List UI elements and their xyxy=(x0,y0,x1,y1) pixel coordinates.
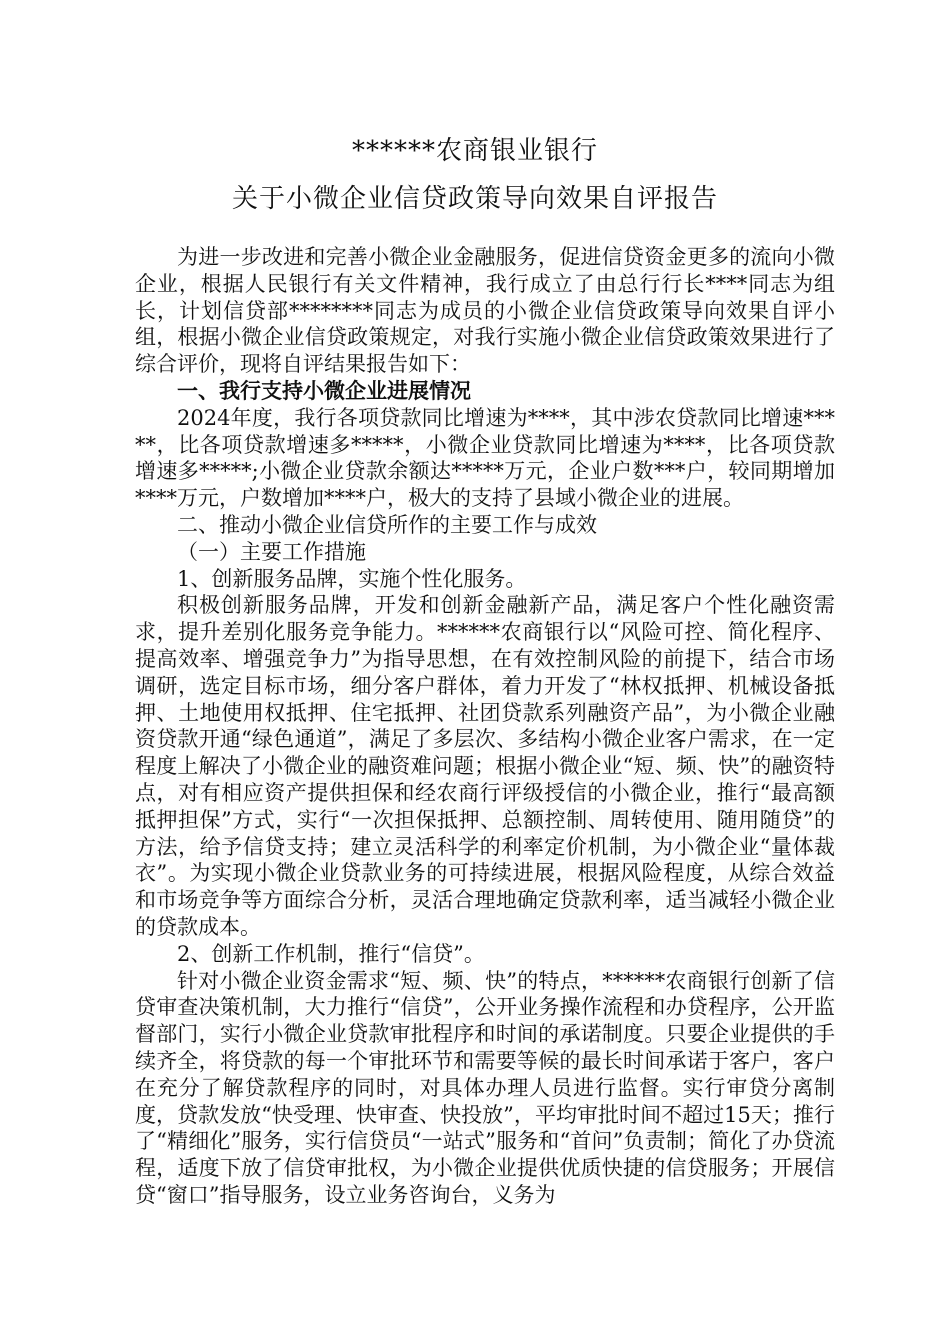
section-heading-1: 一、我行支持小微企业进展情况 xyxy=(177,377,471,403)
intro-paragraph: 为进一步改进和完善小微企业金融服务，促进信贷资金更多的流向小微企业，根据人民银行有关文件精神，我行成立了由总行行长****同志为组长，计划信贷部********同志为成员的小微企业信贷政策导向效果自评小组，根据小微企业信贷政策规定，对我行实施小微企业信贷政策效果进行了综合评价，现将自评结果报告如下： xyxy=(135,245,835,377)
item-heading-2: 2、创新工作机制，推行“信贷”。 xyxy=(177,941,485,966)
progress-paragraph: 2024年度，我行各项贷款同比增速为****，其中涉农贷款同比增速*****，比各项贷款增速多*****，小微企业贷款同比增速为****，比各项贷款增速多*****;小微企业贷款余额达*****万元，企业户数***户，较同期增加****万元，户数增加****户，极大的支持了县域小微企业的进展。 xyxy=(135,405,835,511)
document-body xyxy=(135,244,835,1209)
document-title-report: 关于小微企业信贷政策导向效果自评报告 xyxy=(231,184,718,214)
item-paragraph-2: 针对小微企业资金需求“短、频、快”的特点，******农商银行创新了信贷审查决策机制，大力推行“信贷”，公开业务操作流程和办贷程序，公开监督部门，实行小微企业贷款审批程序和时间的承诺制度。只要企业提供的手续齐全，将贷款的每一个审批环节和需要等候的最长时间承诺于客户，客户在充分了解贷款程序的同时，对具体办理人员进行监督。实行审贷分离制度，贷款发放“快受理、快审查、快投放”，平均审批时间不超过15天；推行了“精细化”服务，实行信贷员“一站式”服务和“首问”负责制；简化了办贷流程，适度下放了信贷审批权，为小微企业提供优质快捷的信贷服务；开展信贷“窗口”指导服务，设立业务咨询台，义务为 xyxy=(135,968,835,1207)
document-title-bank: ******农商银业银行 xyxy=(351,136,598,166)
item-heading-1: 1、创新服务品牌，实施个性化服务。 xyxy=(177,566,527,591)
section-heading-2: 二、推动小微企业信贷所作的主要工作与成效 xyxy=(177,512,597,537)
item-paragraph-1: 积极创新服务品牌，开发和创新金融新产品，满足客户个性化融资需求，提升差别化服务竞争能力。******农商银行以“风险可控、简化程序、提高效率、增强竞争力”为指导思想，在有效控制风险的前提下，结合市场调研，选定目标市场，细分客户群体，着力开发了“林权抵押、机械设备抵押、土地使用权抵押、住宅抵押、社团贷款系列融资产品”，为小微企业融资贷款开通“绿色通道”，满足了多层次、多结构小微企业客户需求，在一定程度上解决了小微企业的融资难问题；根据小微企业“短、频、快”的融资特点，对有相应资产提供担保和经农商行评级授信的小微企业，推行“最高额抵押担保”方式，实行“一次担保抵押、总额控制、周转使用、随用随贷”的方法，给予信贷支持；建立灵活科学的利率定价机制，为小微企业“量体裁衣”。为实现小微企业贷款业务的可持续进展，根据风险程度，从综合效益和市场竞争等方面综合分析，灵活合理地确定贷款利率，适当减轻小微企业的贷款成本。 xyxy=(135,593,835,939)
subsection-heading: （一）主要工作措施 xyxy=(177,539,366,564)
